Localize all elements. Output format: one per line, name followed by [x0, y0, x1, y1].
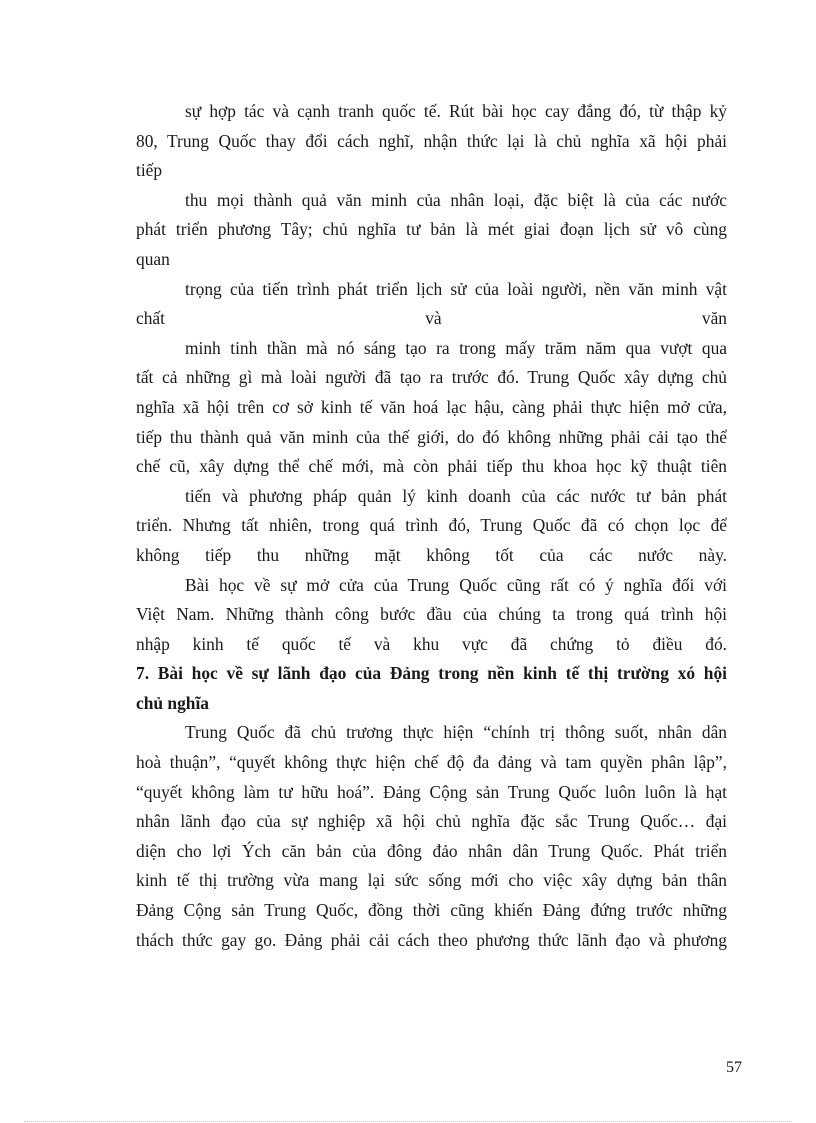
text-line: hoà thuận”, “quyết không thực hiện chế độ đa đảng và tam quyền phân lập”, [136, 752, 727, 773]
text-line: chất và văn [136, 308, 727, 329]
text-line: tất cả những gì mà loài người đã tạo ra trước đó. Trung Quốc xây dựng chủ [136, 367, 727, 388]
paragraph [136, 334, 727, 482]
text-line: minh tinh thần mà nó sáng tạo ra trong mấy trăm năm qua vượt qua [185, 337, 727, 358]
text-line: phát triển phương Tây; chủ nghĩa tư bản là mét giai đoạn lịch sử vô cùng [136, 219, 727, 240]
heading-line: 7. Bài học về sự lãnh đạo của Đảng trong nền kinh tế thị trường xó hội [136, 663, 727, 684]
paragraph [136, 482, 727, 571]
text-line: nhập kinh tế quốc tế và khu vực đã chứng tỏ điều đó. [136, 633, 727, 654]
text-line: sự hợp tác và cạnh tranh quốc tế. Rút bài học cay đắng đó, từ thập kỷ [185, 101, 727, 121]
document-body [136, 97, 727, 955]
text-line: Việt Nam. Những thành công bước đầu của chúng ta trong quá trình hội [136, 604, 727, 625]
section-heading [136, 659, 727, 718]
text-line: Bài học về sự mở cửa của Trung Quốc cũng rất có ý nghĩa đối với [185, 574, 727, 595]
page-number: 57 [726, 1059, 742, 1076]
text-line: 80, Trung Quốc thay đổi cách nghĩ, nhận thức lại là chủ nghĩa xã hội phải [136, 130, 727, 151]
text-line: diện cho lợi Ých căn bản của đông đảo nhân dân Trung Quốc. Phát triển [136, 840, 727, 861]
text-line: trọng của tiến trình phát triển lịch sử của loài người, nền văn minh vật [185, 278, 727, 299]
text-line: nghĩa xã hội trên cơ sở kinh tế văn hoá lạc hậu, càng phải thực hiện mở cửa, [136, 396, 727, 417]
paragraph [136, 571, 727, 660]
text-line: tiến và phương pháp quản lý kinh doanh của các nước tư bản phát [185, 485, 727, 506]
paragraph [136, 718, 727, 955]
text-line: tiếp [136, 160, 163, 181]
paragraph [136, 186, 727, 275]
text-line: tiếp thu thành quả văn minh của thế giới, do đó không những phải cải tạo thể [136, 426, 727, 447]
heading-line: chủ nghĩa [136, 692, 209, 713]
paragraph [136, 275, 727, 334]
text-line: thách thức gay go. Đảng phải cải cách theo phương thức lãnh đạo và phương [136, 929, 727, 950]
text-line: quan [136, 248, 170, 269]
text-line: chế cũ, xây dựng thể chế mới, mà còn phải tiếp thu khoa học kỹ thuật tiên [136, 456, 727, 477]
text-line: “quyết không làm tư hữu hoá”. Đảng Cộng sản Trung Quốc luôn luôn là hạt [136, 781, 727, 802]
text-line: Trung Quốc đã chủ trương thực hiện “chính trị thông suốt, nhân dân [185, 722, 727, 743]
text-line: không tiếp thu những mặt không tốt của các nước này. [136, 544, 727, 565]
text-line: Đảng Cộng sản Trung Quốc, đồng thời cũng khiến Đảng đứng trước những [136, 900, 727, 921]
text-line: kinh tế thị trường vừa mang lại sức sống mới cho việc xây dựng bản thân [136, 870, 727, 891]
text-line: nhân lãnh đạo của sự nghiệp xã hội chủ nghĩa đặc sắc Trung Quốc… đại [136, 811, 727, 832]
footer-divider [24, 1121, 792, 1122]
text-line: thu mọi thành quả văn minh của nhân loại, đặc biệt là của các nước [185, 189, 727, 210]
paragraph [136, 97, 727, 186]
text-line: triển. Nhưng tất nhiên, trong quá trình đó, Trung Quốc đã có chọn lọc để [136, 515, 727, 536]
